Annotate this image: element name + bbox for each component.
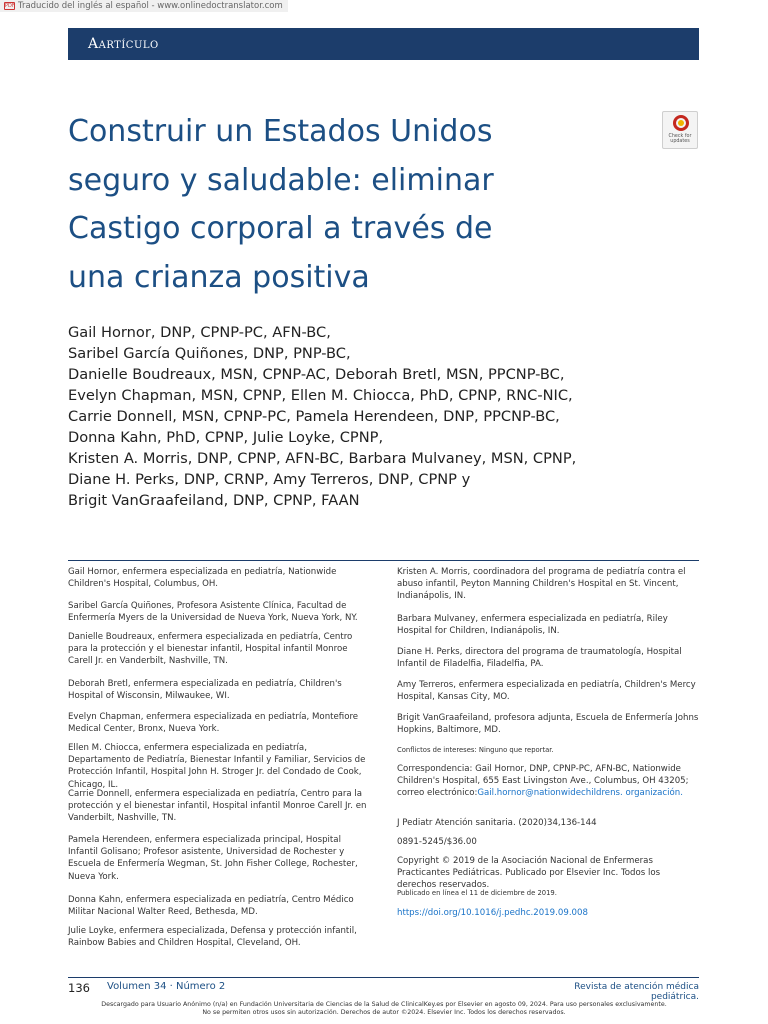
- check-for-updates-button[interactable]: [662, 111, 698, 149]
- affiliation-item: Deborah Bretl, enfermera especializada en pediatría, Children's Hospital of Wisconsin, Milwaukee, WI.: [68, 679, 342, 702]
- author-line: Saribel García Quiñones, DNP, PNP-BC,: [68, 345, 351, 362]
- page-number: 136: [68, 981, 90, 995]
- document-translate-icon: PDF: [5, 3, 15, 9]
- article-title: [68, 108, 588, 302]
- affiliation-item: Carrie Donnell, enfermera especializada en pediatría, Centro para la protección y el bienestar infantil, Hospital infantil Monroe Carell Jr. en Vanderbilt, Nashville, TN.: [68, 789, 367, 824]
- conflicts-statement: Conflictos de intereses: Ninguno que reportar.: [397, 746, 554, 754]
- section-label: Aartículo: [88, 36, 159, 52]
- affiliation-item: Kristen A. Morris, coordinadora del programa de pediatría contra el abuso infantil, Peyton Manning Children's Hospital en St. Vincent, Indianápolis, IN.: [397, 567, 686, 602]
- affiliation-item: Saribel García Quiñones, Profesora Asistente Clínica, Facultad de Enfermería Myers de la Universidad de Nueva York, Nueva York, NY.: [68, 601, 358, 624]
- affiliation-item: Diane H. Perks, directora del programa de traumatología, Hospital Infantil de Filadelfia, Filadelfia, PA.: [397, 647, 682, 670]
- affiliation-item: Amy Terreros, enfermera especializada en pediatría, Children's Mercy Hospital, Kansas City, MO.: [397, 680, 696, 703]
- section-banner: [68, 28, 699, 60]
- affiliation-item: Gail Hornor, enfermera especializada en pediatría, Nationwide Children's Hospital, Columbus, OH.: [68, 567, 337, 590]
- correspondence-email-link[interactable]: Gail.hornor@nationwidechildrens. organización.: [477, 788, 683, 799]
- correspondence-block: [397, 763, 702, 800]
- title-line: Castigo corporal a través de: [68, 211, 493, 246]
- author-line: Carrie Donnell, MSN, CPNP-PC, Pamela Herendeen, DNP, PPCNP-BC,: [68, 408, 560, 425]
- footer-divider: [68, 977, 699, 978]
- affiliation-item: Donna Kahn, enfermera especializada en pediatría, Centro Médico Militar Nacional Walter Reed, Bethesda, MD.: [68, 895, 354, 918]
- title-line: Construir un Estados Unidos: [68, 114, 493, 149]
- affiliation-item: Brigit VanGraafeiland, profesora adjunta, Escuela de Enfermería Johns Hopkins, Baltimore, MD.: [397, 713, 699, 736]
- issn-price: 0891-5245/$36.00: [397, 837, 477, 847]
- author-line: Kristen A. Morris, DNP, CPNP, AFN-BC, Barbara Mulvaney, MSN, CPNP,: [68, 450, 577, 467]
- published-online-date: Publicado en línea el 11 de diciembre de 2019.: [397, 889, 557, 897]
- correspondence-text: Correspondencia: Gail Hornor, DNP, CPNP-PC, AFN-BC, Nationwide Children's Hospital, 655 East Livingston Ave., Columbus, OH 43205; correo electrónico:: [397, 764, 689, 799]
- copyright-notice: Copyright © 2019 de la Asociación Nacional de Enfermeras Practicantes Pediátricas. Publicado por Elsevier Inc. Todos los derechos reservados.: [397, 856, 661, 891]
- doi-link[interactable]: https://doi.org/10.1016/j.pedhc.2019.09.008: [397, 908, 588, 918]
- title-line: seguro y saludable: eliminar: [68, 162, 494, 198]
- volume-issue: Volumen 34 · Número 2: [107, 981, 226, 992]
- author-line: Gail Hornor, DNP, CPNP-PC, AFN-BC,: [68, 324, 331, 341]
- author-list: [68, 322, 588, 511]
- check-for-updates-label: Check for updates: [668, 134, 692, 145]
- translator-note-text: Traducido del inglés al español - www.onlinedoctranslator.com: [18, 1, 283, 11]
- translator-banner[interactable]: [0, 0, 288, 12]
- affiliation-item: Ellen M. Chiocca, enfermera especializada en pediatría, Departamento de Pediatría, Bienestar Infantil y Familiar, Servicios de Protección Infantil, Hospital John H. Stroger Jr. del Condado de Cook, Chicago, IL.: [68, 743, 366, 790]
- download-notice: Descargado para Usuario Anónimo (n/a) en Fundación Universitaria de Ciencias de la Salud de ClinicalKey.es por Elsevier en agosto 09, 2024. Para uso personales exclusivamente. No se permiten otros usos sin autorización. Derechos de autor ©2024. Elsevier Inc. Todos los derechos reservados.: [101, 1001, 667, 1017]
- affiliation-item: Evelyn Chapman, enfermera especializada en pediatría, Montefiore Medical Center, Bronx, Nueva York.: [68, 712, 359, 735]
- title-line: una crianza positiva: [68, 259, 370, 295]
- author-line: Donna Kahn, PhD, CPNP, Julie Loyke, CPNP,: [68, 429, 384, 446]
- affiliation-item: Julie Loyke, enfermera especializada, Defensa y protección infantil, Rainbow Babies and Children Hospital, Cleveland, OH.: [68, 926, 357, 949]
- author-line: Brigit VanGraafeiland, DNP, CPNP, FAAN: [68, 492, 360, 509]
- affiliation-item: Pamela Herendeen, enfermera especializada principal, Hospital Infantil Golisano; Profesor asistente, Universidad de Rochester y Escuela de Enfermería Wegman, St. John Fisher College, Rochester, Nueva York.: [68, 835, 358, 882]
- journal-name: Revista de atención médica pediátrica.: [574, 982, 699, 1002]
- author-line: Diane H. Perks, DNP, CRNP, Amy Terreros, DNP, CPNP y: [68, 471, 471, 488]
- affiliations-divider: [68, 560, 699, 561]
- author-line: Danielle Boudreaux, MSN, CPNP-AC, Deborah Bretl, MSN, PPCNP-BC,: [68, 366, 565, 383]
- affiliation-item: Barbara Mulvaney, enfermera especializada en pediatría, Riley Hospital for Children, Indianápolis, IN.: [397, 614, 668, 637]
- journal-citation: J Pediatr Atención sanitaria. (2020)34,136-144: [397, 818, 597, 828]
- crossmark-icon: [673, 115, 689, 131]
- author-line: Evelyn Chapman, MSN, CPNP, Ellen M. Chiocca, PhD, CPNP, RNC-NIC,: [68, 387, 573, 404]
- affiliation-item: Danielle Boudreaux, enfermera especializada en pediatría, Centro para la protección y el bienestar infantil, Hospital infantil Monroe Carell Jr. en Vanderbilt, Nashville, TN.: [68, 632, 353, 667]
- doi-link-container: [397, 907, 702, 919]
